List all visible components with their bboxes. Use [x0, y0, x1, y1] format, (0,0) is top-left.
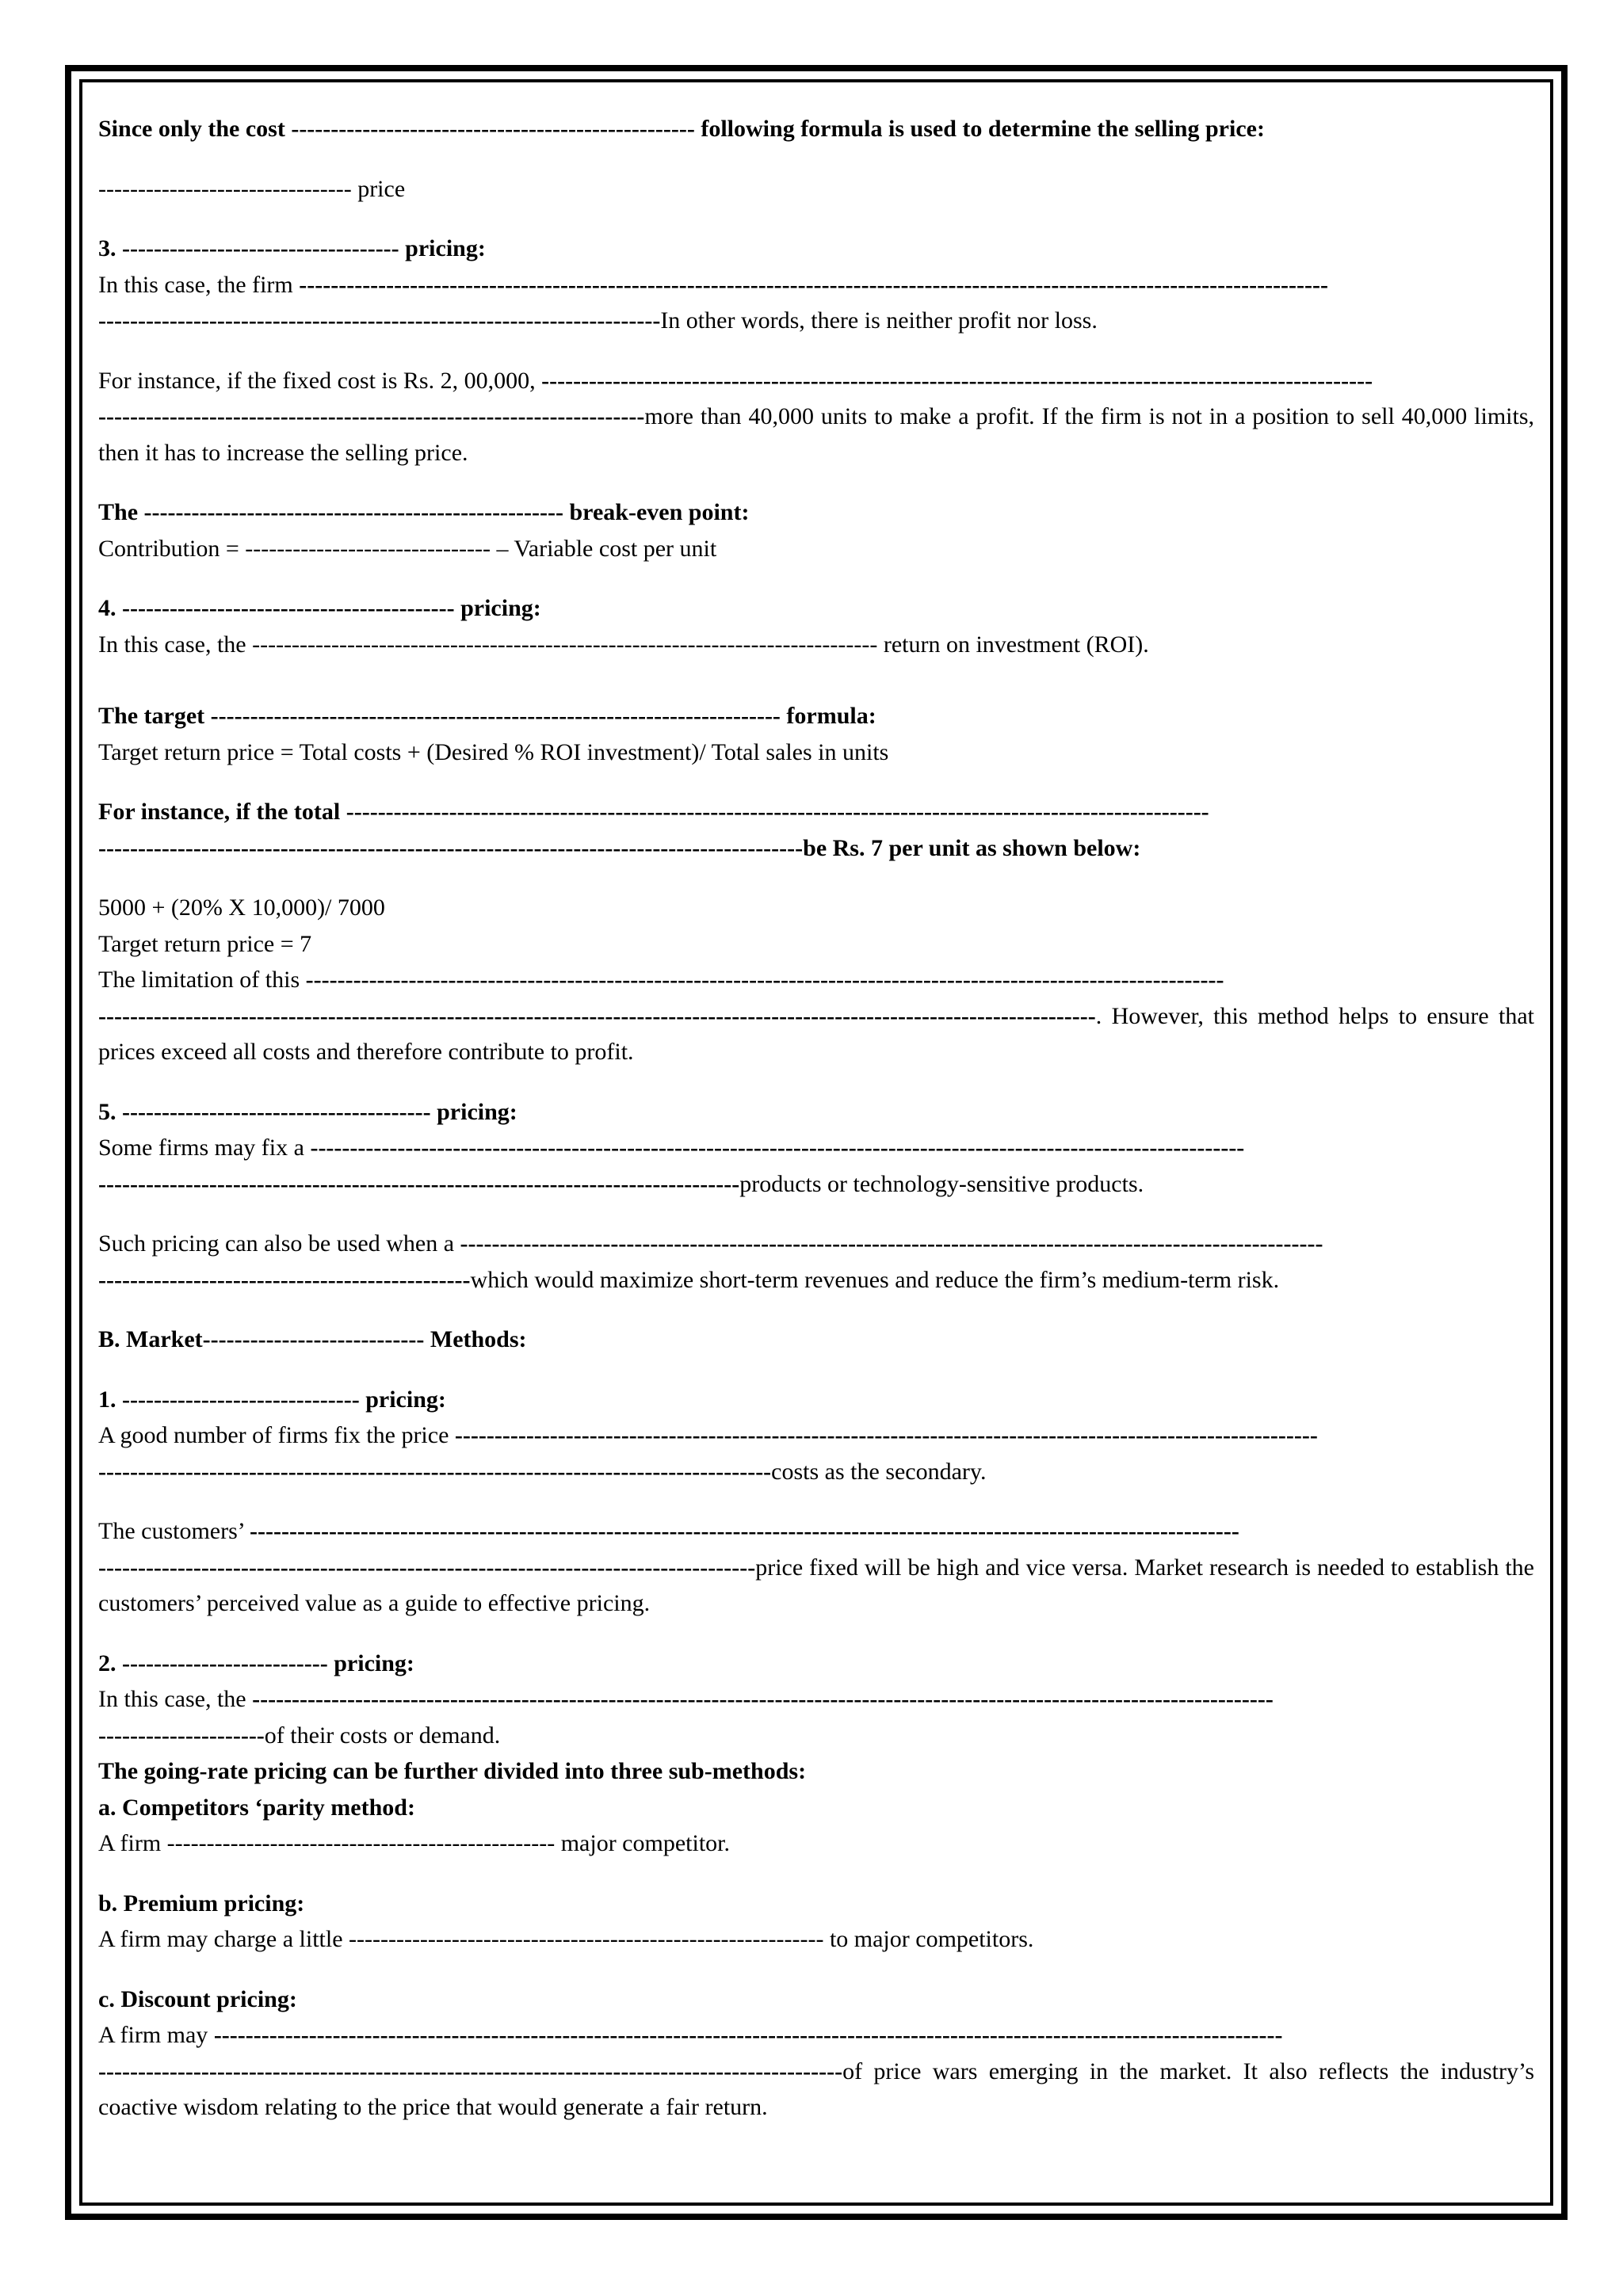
section-3b-line-2: ---------------------------------------------------------------------more than 40,000 units to make a profit. If the firm is not in a position to sell 40,000 limits, then it has to increase the selling price.	[98, 403, 1534, 466]
market-2-line-2: ---------------------of their costs or demand.	[98, 1722, 501, 1749]
intro-formula-line: Since only the cost --------------------------------------------------- following formula is used to determine the selling price:	[98, 116, 1265, 142]
blank-dashes: -------------------------------------------------	[166, 1830, 556, 1856]
calculation-line: 5000 + (20% X 10,000)/ 7000	[98, 894, 385, 921]
section-3-heading: 3. ----------------------------------- pricing:	[98, 235, 486, 261]
blank-dashes: ----------------------------------------------------------------------------------------------------------------------------------	[299, 271, 1328, 298]
blank-dashes: -----------------------------------------------------	[143, 499, 563, 525]
blank-dashes: ----------------------------------------------------------------------------------------------	[98, 2058, 843, 2084]
sub-methods-heading: The going-rate pricing can be further divided into three sub-methods:	[98, 1758, 807, 1784]
parity-method-heading: a. Competitors ‘parity method:	[98, 1794, 415, 1821]
blank-dashes: ---------------------	[98, 1722, 265, 1749]
blank-dashes: -------------------------------------------------------------------------------------	[98, 1458, 772, 1485]
parity-method-line: A firm ------------------------------------------------- major competitor.	[98, 1830, 730, 1856]
market-methods-heading: B. Market---------------------------- Methods:	[98, 1326, 527, 1352]
section-5-line-2: ---------------------------------------------------------------------------------products or technology-sensitive products.	[98, 1170, 1144, 1197]
section-5b-line-2: -----------------------------------------------which would maximize short-term revenues and reduce the firm’s medium-term risk.	[98, 1266, 1280, 1293]
blank-dashes: -------------------------------	[245, 535, 491, 562]
market-1b-line-2: -----------------------------------------------------------------------------------price fixed will be high and vice versa. Market research is needed to establish the customers’ perceived value as a guide to effective pricing.	[98, 1554, 1534, 1616]
market-1-line-2: -------------------------------------------------------------------------------------costs as the secondary.	[98, 1458, 987, 1485]
market-1-line-1: A good number of firms fix the price -------------------------------------------------------------------------------------------------------------	[98, 1422, 1318, 1448]
blank-dashes: ---------------------------------------------------------------------------------------------------------------------------------------	[213, 2022, 1283, 2048]
discount-pricing-heading: c. Discount pricing:	[98, 1985, 297, 2012]
break-even-heading: The ----------------------------------------------------- break-even point:	[98, 499, 750, 525]
blank-dashes: ------------------------------------------------------------------------	[210, 703, 781, 729]
blank-dashes: ------------------------------------------------------------	[349, 1926, 824, 1952]
blank-dashes: -------------------------------------------------------------------------------------------------------------	[460, 1230, 1323, 1257]
section-4-heading: 4. ------------------------------------------ pricing:	[98, 595, 541, 621]
target-return-heading: The target ------------------------------------------------------------------------ formula:	[98, 703, 876, 729]
blank-dashes: --------------------------------------------------------------------------------------------------------------------	[305, 967, 1224, 993]
blank-dashes: -----------------------------------------------------------------------------------------	[98, 834, 804, 861]
target-return-result: Target return price = 7	[98, 930, 312, 957]
blank-dashes: ---------------------------------------------------------------------------------------------------------	[541, 367, 1373, 394]
section-3-line-1: In this case, the firm ----------------------------------------------------------------------------------------------------------------------------------	[98, 271, 1328, 298]
limitation-line-1: The limitation of this --------------------------------------------------------------------------------------------------------------------	[98, 967, 1224, 993]
blank-dashes: -----------------------------------	[122, 235, 399, 261]
section-5-heading: 5. --------------------------------------- pricing:	[98, 1098, 517, 1125]
section-3b-line-1: For instance, if the fixed cost is Rs. 2, 00,000, ---------------------------------------------------------------------------------------------------------	[98, 367, 1373, 394]
section-5b-line-1: Such pricing can also be used when a -------------------------------------------------------------------------------------------------------------	[98, 1230, 1323, 1257]
blank-dashes: ------------------------------------------	[122, 595, 455, 621]
target-return-formula: Target return price = Total costs + (Desired % ROI investment)/ Total sales in units	[98, 738, 889, 765]
document-body	[98, 111, 1534, 2126]
limitation-line-2: ------------------------------------------------------------------------------------------------------------------------------. However, this method helps to ensure that prices exceed all costs and therefore contribute to profit.	[98, 1002, 1534, 1065]
section-4c-line-2: -----------------------------------------------------------------------------------------be Rs. 7 per unit as shown below:	[98, 834, 1141, 861]
blank-dashes: -----------------------------------------------------------------------	[98, 307, 661, 334]
blank-dashes: --------------------------	[122, 1650, 328, 1676]
blank-dashes: ---------------------------------------------------------------------	[98, 403, 645, 429]
blank-dashes: ------------------------------	[122, 1386, 360, 1413]
blank-dashes: --------------------------------	[98, 175, 352, 202]
section-3-line-2: -----------------------------------------------------------------------In other words, there is neither profit nor loss.	[98, 307, 1098, 334]
price-line: -------------------------------- price	[98, 175, 406, 202]
market-2-heading: 2. -------------------------- pricing:	[98, 1650, 414, 1676]
blank-dashes: -------------------------------------------------------------------------------	[252, 631, 878, 658]
section-4c-line-1: For instance, if the total -------------------------------------------------------------------------------------------------------------	[98, 799, 1209, 825]
section-5-line-1: Some firms may fix a ----------------------------------------------------------------------------------------------------------------------	[98, 1135, 1245, 1161]
premium-pricing-line: A firm may charge a little ------------------------------------------------------------ to major competitors.	[98, 1926, 1034, 1952]
market-1b-line-1: The customers’ -----------------------------------------------------------------------------------------------------------------------------	[98, 1518, 1239, 1544]
section-4-line-1: In this case, the ------------------------------------------------------------------------------- return on investment (ROI).	[98, 631, 1149, 658]
blank-dashes: -----------------------------------------------------------------------------------------------------------------------------	[250, 1518, 1239, 1544]
blank-dashes: ---------------------------------------	[122, 1098, 431, 1125]
blank-dashes: ----------------------------	[202, 1326, 425, 1352]
blank-dashes: -----------------------------------------------------------------------------------	[98, 1554, 756, 1581]
market-2-line-1: In this case, the ---------------------------------------------------------------------------------------------------------------------------------	[98, 1686, 1274, 1712]
blank-dashes: ----------------------------------------------------------------------------------------------------------------------	[310, 1135, 1245, 1161]
blank-dashes: ---------------------------------------------------------------------------------------------------------------------------------	[252, 1686, 1274, 1712]
blank-dashes: -------------------------------------------------------------------------------------------------------------	[454, 1422, 1318, 1448]
contribution-formula: Contribution = ------------------------------- – Variable cost per unit	[98, 535, 717, 562]
blank-dashes: -----------------------------------------------	[98, 1266, 471, 1293]
market-1-heading: 1. ------------------------------ pricing:	[98, 1386, 446, 1413]
discount-pricing-line-2: ----------------------------------------------------------------------------------------------of price wars emerging in the market. It also reflects the industry’s coactive wisdom relating to the price that would generate a fair return.	[98, 2058, 1534, 2120]
discount-pricing-line-1: A firm may ---------------------------------------------------------------------------------------------------------------------------------------	[98, 2022, 1283, 2048]
blank-dashes: ---------------------------------------------------	[291, 116, 695, 142]
premium-pricing-heading: b. Premium pricing:	[98, 1890, 305, 1917]
blank-dashes: ------------------------------------------------------------------------------------------------------------------------------	[98, 1002, 1096, 1029]
blank-dashes: ---------------------------------------------------------------------------------	[98, 1170, 740, 1197]
blank-dashes: -------------------------------------------------------------------------------------------------------------	[346, 799, 1209, 825]
